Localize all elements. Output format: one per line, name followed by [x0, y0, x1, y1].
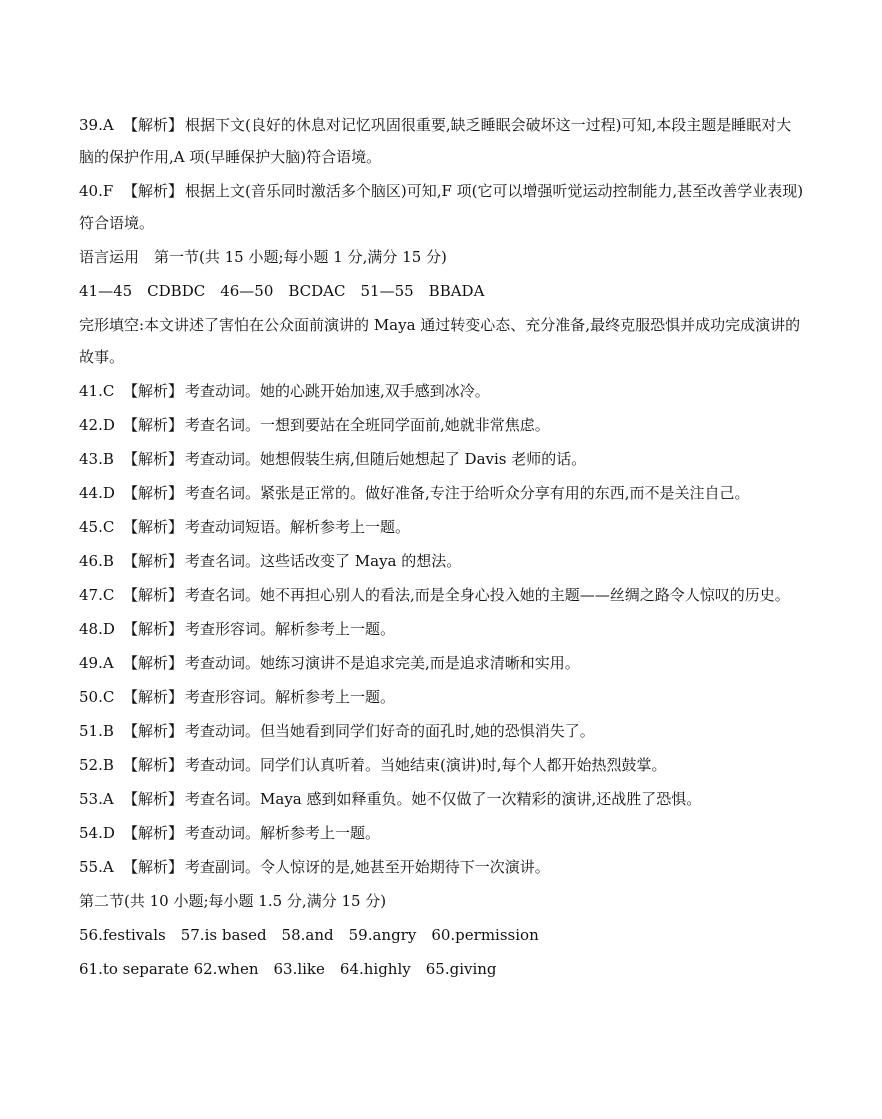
explanation-item	[79, 549, 809, 573]
explanation-text: 考查形容词。解析参考上一题。	[185, 688, 396, 706]
explanation-item	[79, 719, 809, 743]
question-number: 40.F	[79, 182, 114, 200]
explanation-item	[79, 855, 809, 879]
explanation-text: 考查动词。但当她看到同学们好奇的面孔时,她的恐惧消失了。	[185, 722, 595, 740]
question-number: 51.B	[79, 722, 114, 740]
question-number: 52.B	[79, 756, 114, 774]
explanation-text: 考查动词。她想假装生病,但随后她想起了 Davis 老师的话。	[185, 450, 587, 468]
section2-answers-line2: 61.to separate 62.when 63.like 64.highly 65.giving	[79, 960, 497, 978]
question-number: 46.B	[79, 552, 114, 570]
cloze-summary	[79, 313, 809, 369]
analysis-tag: 【解析】	[123, 382, 184, 400]
analysis-tag: 【解析】	[123, 518, 184, 536]
explanation-item	[79, 753, 809, 777]
analysis-tag: 【解析】	[123, 552, 184, 570]
analysis-tag: 【解析】	[123, 756, 184, 774]
explanation-text: 考查动词。她练习演讲不是追求完美,而是追求清晰和实用。	[185, 654, 580, 672]
explanation-text: 根据上文(音乐同时激活多个脑区)可知,F 项(它可以增强听觉运动控制能力,甚至改善学业表现)	[185, 182, 804, 200]
analysis-tag: 【解析】	[123, 824, 184, 842]
question-number: 39.A	[79, 116, 114, 134]
analysis-tag: 【解析】	[123, 688, 184, 706]
explanation-text-cont: 符合语境。	[79, 214, 155, 232]
explanation-text: 考查名词。紧张是正常的。做好准备,专注于给听众分享有用的东西,而不是关注自己。	[185, 484, 750, 502]
analysis-tag: 【解析】	[123, 620, 184, 638]
cloze-summary-text: 完形填空:本文讲述了害怕在公众面前演讲的 Maya 通过转变心态、充分准备,最终克服恐惧并成功完成演讲的	[79, 316, 801, 334]
explanation-text: 根据下文(良好的休息对记忆巩固很重要,缺乏睡眠会破坏这一过程)可知,本段主题是睡眠对大	[185, 116, 792, 134]
question-number: 44.D	[79, 484, 115, 502]
analysis-tag: 【解析】	[123, 654, 184, 672]
explanation-40	[79, 179, 809, 235]
question-number: 50.C	[79, 688, 115, 706]
question-number: 53.A	[79, 790, 114, 808]
explanation-39	[79, 113, 809, 169]
explanation-item	[79, 447, 809, 471]
analysis-tag: 【解析】	[123, 858, 184, 876]
explanation-item	[79, 617, 809, 641]
explanation-text: 考查动词短语。解析参考上一题。	[185, 518, 411, 536]
explanation-text: 考查名词。Maya 感到如释重负。她不仅做了一次精彩的演讲,还战胜了恐惧。	[185, 790, 702, 808]
answer-key-content	[79, 113, 809, 991]
analysis-tag: 【解析】	[123, 790, 184, 808]
analysis-tag: 【解析】	[123, 416, 184, 434]
explanation-text: 考查动词。同学们认真听着。当她结束(演讲)时,每个人都开始热烈鼓掌。	[185, 756, 667, 774]
analysis-tag: 【解析】	[123, 182, 184, 200]
explanation-text: 考查名词。她不再担心别人的看法,而是全身心投入她的主题——丝绸之路令人惊叹的历史。	[185, 586, 790, 604]
question-number: 45.C	[79, 518, 115, 536]
explanation-text: 考查动词。她的心跳开始加速,双手感到冰冷。	[185, 382, 490, 400]
analysis-tag: 【解析】	[123, 450, 184, 468]
question-number: 42.D	[79, 416, 115, 434]
explanation-item	[79, 685, 809, 709]
question-number: 49.A	[79, 654, 114, 672]
explanation-item	[79, 413, 809, 437]
section1-heading: 语言运用 第一节(共 15 小题;每小题 1 分,满分 15 分)	[79, 248, 447, 266]
explanation-item	[79, 787, 809, 811]
section2-answers-line1: 56.festivals 57.is based 58.and 59.angry 60.permission	[79, 926, 539, 944]
section2-heading: 第二节(共 10 小题;每小题 1.5 分,满分 15 分)	[79, 892, 387, 910]
explanation-text: 考查名词。这些话改变了 Maya 的想法。	[185, 552, 462, 570]
explanation-item	[79, 481, 809, 505]
question-number: 55.A	[79, 858, 114, 876]
analysis-tag: 【解析】	[123, 484, 184, 502]
explanation-item	[79, 821, 809, 845]
explanation-text: 考查动词。解析参考上一题。	[185, 824, 381, 842]
question-number: 41.C	[79, 382, 115, 400]
explanation-item	[79, 583, 809, 607]
analysis-tag: 【解析】	[123, 722, 184, 740]
explanation-text: 考查形容词。解析参考上一题。	[185, 620, 396, 638]
question-number: 48.D	[79, 620, 115, 638]
explanation-text: 考查副词。令人惊讶的是,她甚至开始期待下一次演讲。	[185, 858, 550, 876]
section1-answers: 41—45 CDBDC 46—50 BCDAC 51—55 BBADA	[79, 282, 485, 300]
explanation-text-cont: 脑的保护作用,A 项(早睡保护大脑)符合语境。	[79, 148, 382, 166]
analysis-tag: 【解析】	[123, 586, 184, 604]
explanation-list	[79, 379, 809, 879]
explanation-item	[79, 379, 809, 403]
cloze-summary-text-cont: 故事。	[79, 348, 125, 366]
question-number: 43.B	[79, 450, 114, 468]
explanation-item	[79, 651, 809, 675]
explanation-text: 考查名词。一想到要站在全班同学面前,她就非常焦虑。	[185, 416, 550, 434]
question-number: 47.C	[79, 586, 115, 604]
question-number: 54.D	[79, 824, 115, 842]
analysis-tag: 【解析】	[123, 116, 184, 134]
explanation-item	[79, 515, 809, 539]
